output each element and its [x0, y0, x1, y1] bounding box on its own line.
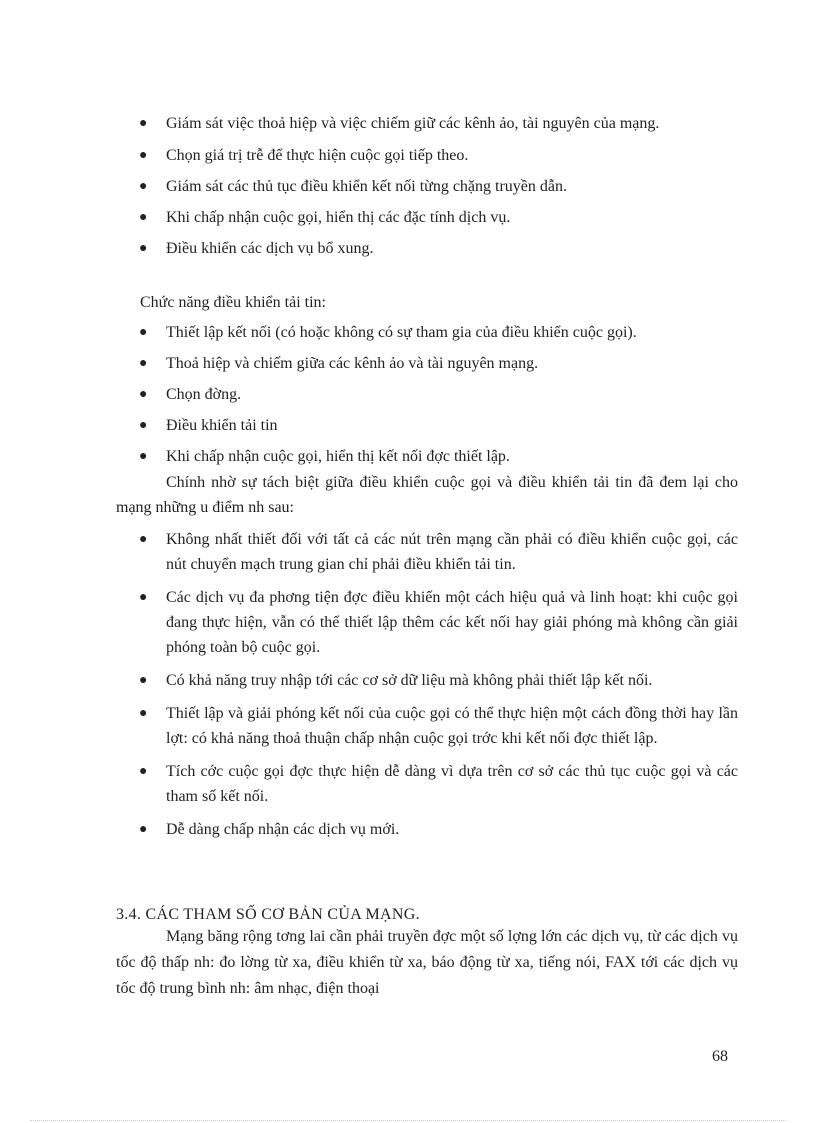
bullet-icon: ● — [139, 590, 148, 605]
list-item: ● Thoả hiệp và chiếm giữa các kênh ảo và tài nguyên mạng. — [116, 351, 738, 376]
bullet-icon: ● — [139, 387, 148, 402]
list-item: ● Điều khiển tải tin — [116, 413, 738, 438]
list-item: ● Có khả năng truy nhập tới các cơ sở dữ liệu mà không phải thiết lập kết nối. — [116, 668, 738, 693]
bullet-icon: ● — [139, 179, 148, 194]
list-item: ● Giám sát các thủ tục điều khiển kết nối từng chặng truyền dẫn. — [116, 174, 738, 199]
bullet-icon: ● — [139, 706, 148, 721]
bullet-icon: ● — [139, 116, 148, 131]
advantages-paragraph: Chính nhờ sự tách biệt giữa điều khiển cuộc gọi và điều khiển tải tin đã đem lại cho mạng những u điểm nh sau: — [116, 474, 738, 516]
list-item: ● Thiết lập và giải phóng kết nối của cuộc gọi có thể thực hiện một cách đồng thời hay lần lợt: có khả năng thoả thuận chấp nhận cuộc gọi trớc khi kết nối đợc thiết lập. — [116, 701, 738, 751]
list-item: ● Chọn giá trị trễ để thực hiện cuộc gọi tiếp theo. — [116, 143, 738, 168]
list-item: ● Giám sát việc thoả hiệp và việc chiếm giữ các kênh ảo, tài nguyên của mạng. — [116, 111, 738, 136]
section-heading: 3.4. CÁC THAM SỐ CƠ BẢN CỦA MẠNG. — [116, 906, 420, 923]
bearer-control-functions-list — [116, 320, 738, 469]
bullet-icon: ● — [139, 210, 148, 225]
list-item: ● Khi chấp nhận cuộc gọi, hiển thị kết nối đợc thiết lập. — [116, 444, 738, 469]
bullet-icon: ● — [139, 764, 148, 779]
bullet-icon: ● — [139, 532, 148, 547]
advantages-list — [116, 527, 738, 842]
list-item: ● Chọn đờng. — [116, 382, 738, 407]
bullet-icon: ● — [139, 241, 148, 256]
list-item: ● Điều khiển các dịch vụ bổ xung. — [116, 236, 738, 261]
list-item: ● Thiết lập kết nối (có hoặc không có sự tham gia của điều khiển cuộc gọi). — [116, 320, 738, 345]
bullet-icon: ● — [139, 418, 148, 433]
page-number: 68 — [712, 1048, 728, 1065]
bullet-icon: ● — [139, 449, 148, 464]
bullet-icon: ● — [139, 356, 148, 371]
list-item: ● Khi chấp nhận cuộc gọi, hiển thị các đặc tính dịch vụ. — [116, 205, 738, 230]
list-item: ● Không nhất thiết đối với tất cả các nút trên mạng cần phải có điều khiển cuộc gọi, các nút chuyển mạch trung gian chỉ phải điều khiển tải tin. — [116, 527, 738, 577]
bullet-icon: ● — [139, 673, 148, 688]
bullet-icon: ● — [139, 822, 148, 837]
bullet-icon: ● — [139, 148, 148, 163]
call-control-functions-list — [116, 111, 738, 261]
section-paragraph: Mạng băng rộng tơng lai cần phải truyền đợc một số lợng lớn các dịch vụ, từ các dịch vụ tốc độ thấp nh: đo lờng từ xa, điều khiển từ xa, báo động từ xa, tiếng nói, FAX tới các dịch vụ tốc độ trung bình nh: âm nhạc, điện thoại — [116, 928, 738, 997]
bullet-icon: ● — [139, 325, 148, 340]
list-item: ● Các dịch vụ đa phơng tiện đợc điều khiển một cách hiệu quả và linh hoạt: khi cuộc gọi đang thực hiện, vẫn có thể thiết lập thêm các kết nối hay giải phóng mà không cần giải phóng toàn bộ cuộc gọi. — [116, 585, 738, 660]
bearer-control-label: Chức năng điều khiển tải tin: — [140, 294, 326, 311]
list-item: ● Dễ dàng chấp nhận các dịch vụ mới. — [116, 817, 738, 842]
footer-divider — [30, 1120, 786, 1121]
list-item: ● Tích cớc cuộc gọi đợc thực hiện dễ dàng vì dựa trên cơ sở các thủ tục cuộc gọi và các tham số kết nối. — [116, 759, 738, 809]
